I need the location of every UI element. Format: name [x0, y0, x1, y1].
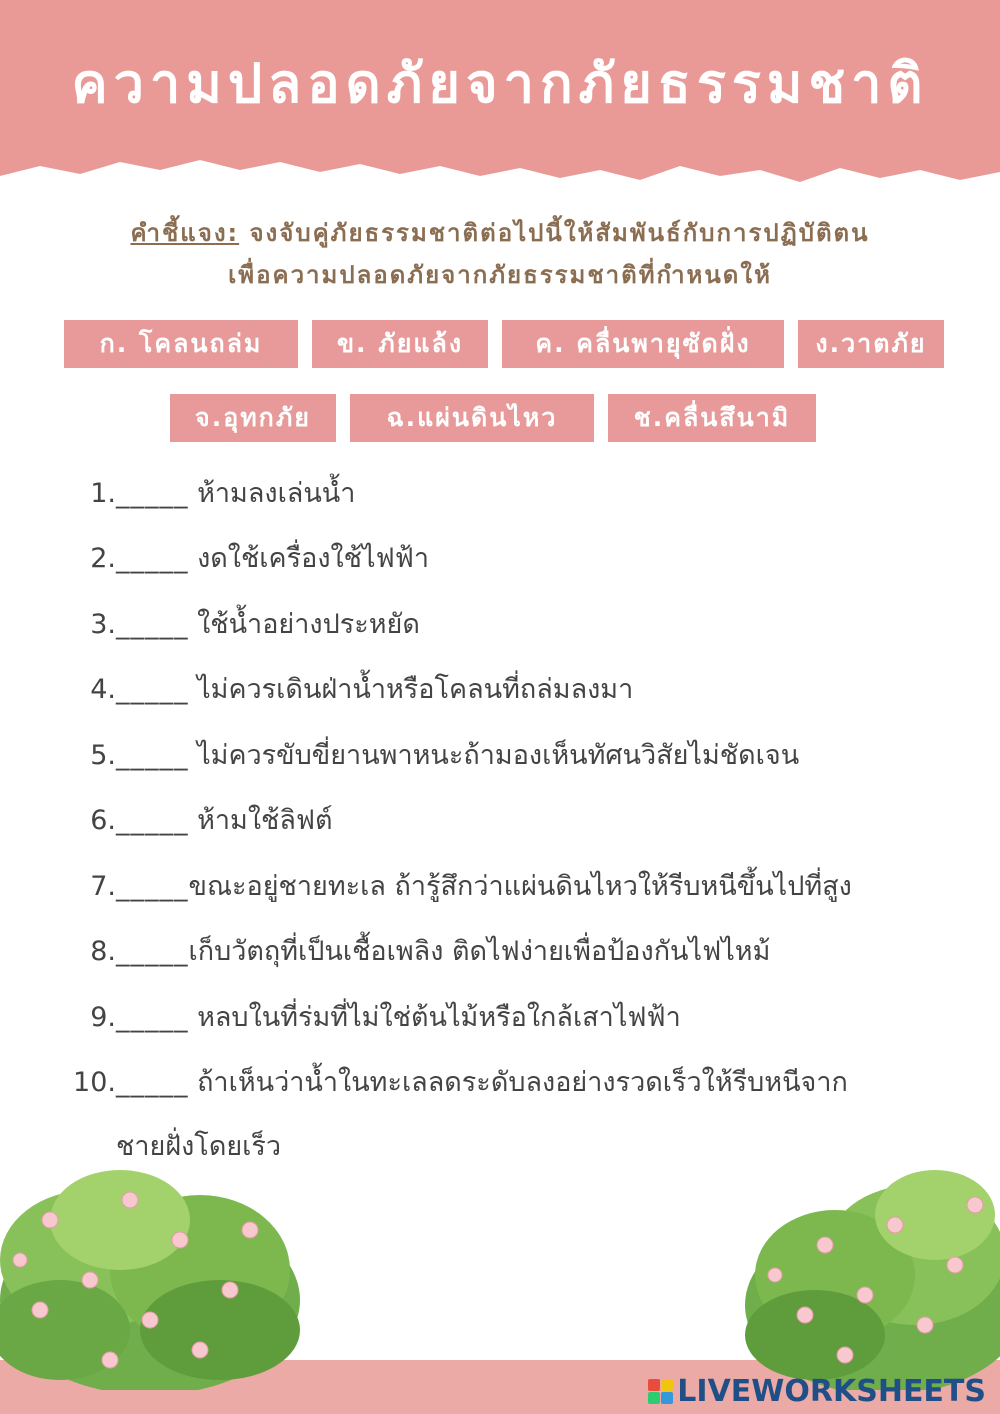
question-item-9 [60, 998, 940, 1038]
choice-chip-7[interactable]: ช.คลื่นสึนามิ [608, 394, 816, 442]
question-item-6 [60, 801, 940, 841]
choice-chip-1[interactable]: ก. โคลนถล่ม [64, 320, 298, 368]
item-text: ไม่ควรเดินฝ่าน้ำหรือโคลนที่ถล่มลงมา [188, 674, 634, 705]
instructions-label: คำชี้แจง: [130, 219, 240, 247]
choice-chip-6[interactable]: ฉ.แผ่นดินไหว [350, 394, 594, 442]
instructions-text-1: จงจับคู่ภัยธรรมชาติต่อไปนี้ให้สัมพันธ์กับการปฏิบัติตน [239, 219, 870, 247]
logo-text: LIVEWORKSHEETS [677, 1374, 986, 1409]
question-item-4 [60, 670, 940, 710]
question-item-10-continued: ชายฝั่งโดยเร็ว [116, 1131, 282, 1162]
answer-blank[interactable]: _____ [116, 1002, 189, 1033]
instructions [60, 212, 940, 296]
question-item-2 [60, 539, 940, 579]
item-number: 3. [90, 609, 116, 640]
choice-chip-4[interactable]: ง.วาตภัย [798, 320, 944, 368]
answer-blank[interactable]: _____ [116, 478, 189, 509]
item-number: 9. [90, 1002, 116, 1033]
question-item-5 [60, 736, 940, 776]
item-text: เก็บวัตถุที่เป็นเชื้อเพลิง ติดไฟง่ายเพื่อป้องกันไฟไหม้ [188, 936, 771, 967]
instructions-line-2: เพื่อความปลอดภัยจากภัยธรรมชาติที่กำหนดให้ [228, 261, 772, 289]
answer-blank[interactable]: _____ [116, 740, 189, 771]
question-item-3 [60, 605, 940, 645]
item-number: 1. [90, 478, 116, 509]
item-text: ห้ามใช้ลิฟต์ [188, 805, 333, 836]
item-number: 8. [90, 936, 116, 967]
flower-bush-left-icon [0, 1160, 300, 1390]
item-text: ถ้าเห็นว่าน้ำในทะเลลดระดับลงอย่างรวดเร็วให้รีบหนีจาก [188, 1067, 848, 1098]
item-text: ใช้น้ำอย่างประหยัด [188, 609, 420, 640]
item-text: ขณะอยู่ชายทะเล ถ้ารู้สึกว่าแผ่นดินไหวให้รีบหนีขึ้นไปที่สูง [188, 871, 852, 902]
flower-bush-right-icon [745, 1165, 1000, 1390]
choice-chip-5[interactable]: จ.อุทกภัย [170, 394, 336, 442]
answer-blank[interactable]: _____ [116, 674, 189, 705]
item-text: ห้ามลงเล่นน้ำ [188, 478, 356, 509]
instructions-line-1 [60, 212, 940, 254]
answer-blank[interactable]: _____ [116, 936, 189, 967]
item-number: 6. [90, 805, 116, 836]
item-text: ไม่ควรขับขี่ยานพาหนะถ้ามองเห็นทัศนวิสัยไม่ชัดเจน [188, 740, 800, 771]
choice-chip-3[interactable]: ค. คลื่นพายุซัดฝั่ง [502, 320, 784, 368]
torn-edge [0, 140, 1000, 200]
question-item-1 [60, 474, 940, 514]
item-number: 2. [90, 543, 116, 574]
choice-chip-2[interactable]: ข. ภัยแล้ง [312, 320, 488, 368]
answer-blank[interactable]: _____ [116, 609, 189, 640]
answer-blank[interactable]: _____ [116, 805, 189, 836]
answer-blank[interactable]: _____ [116, 1067, 189, 1098]
item-number: 5. [90, 740, 116, 771]
item-number: 4. [90, 674, 116, 705]
item-number: 7. [90, 871, 116, 902]
answer-blank[interactable]: _____ [116, 543, 189, 574]
item-number: 10. [73, 1067, 116, 1098]
answer-blank[interactable]: _____ [116, 871, 189, 902]
logo-mark-icon [648, 1379, 673, 1404]
liveworksheets-logo[interactable] [648, 1374, 986, 1409]
question-item-10 [60, 1063, 940, 1103]
item-text: งดใช้เครื่องใช้ไฟฟ้า [188, 543, 429, 574]
question-item-7 [60, 867, 940, 907]
item-text: หลบในที่ร่มที่ไม่ใช่ต้นไม้หรือใกล้เสาไฟฟ้า [188, 1002, 681, 1033]
page-title: ความปลอดภัยจากภัยธรรมชาติ [71, 52, 929, 115]
question-item-8 [60, 932, 940, 972]
